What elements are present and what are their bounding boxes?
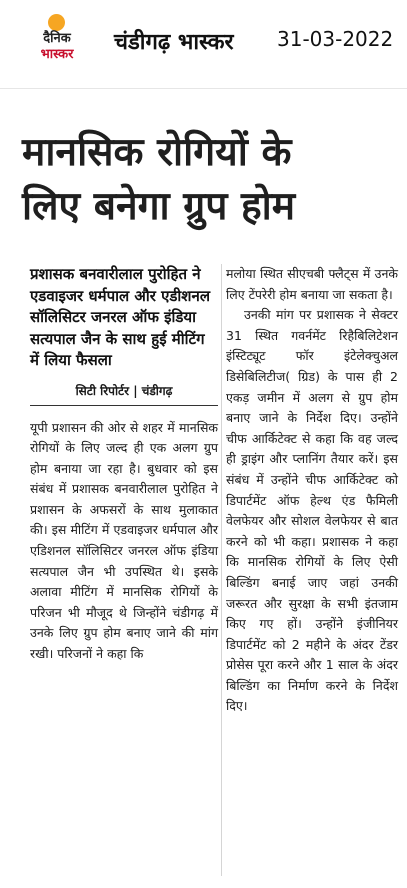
sun-icon	[48, 14, 65, 31]
publication-date: 31-03-2022	[277, 27, 394, 51]
article-headline	[22, 126, 392, 234]
left-column	[30, 264, 218, 665]
logo-text-bottom: भास्कर	[40, 47, 74, 62]
body-paragraph-right-2: उनकी मांग पर प्रशासक ने सेक्टर 31 स्थित गवर्नमेंट रिहैबिलिटेशन इंस्टिट्यूट फॉर इंटेलेक्चुअल डिसेबिलिटीज( ग्रिड) के पास ही 2 एकड़ जमीन में अलग से ग्रुप होम बनाए जाने के निर्देश दिए। उन्होंने चीफ आर्किटेक्ट से कहा कि वह जल्द ही ड्राइंग और प्लानिंग तैयार करें। इस संबंध में उन्होंने चीफ आर्किटेक्ट को डिपार्टमेंट ऑफ हेल्थ एंड फैमिली वेलफेयर और सोशल वेलफेयर से बात करने को भी कहा। प्रशासक ने कहा कि मानसिक रोगियों के लिए ऐसी बिल्डिंग बनाई जाए जहां उनकी जरूरत और सुरक्षा के सभी इंतजाम किए गए हों। उन्होंने इंजीनियर डिपार्टमेंट को 2 महीने के अंदर टेंडर प्रोसेस पूरा करने और 1 साल के अंदर बिल्डिंग का निर्माण करने के निर्देश दिए।	[226, 307, 398, 714]
logo-text-top: दैनिक	[43, 31, 71, 46]
headline-line-2: लिए बनेगा ग्रुप होम	[22, 184, 296, 229]
dainik-bhaskar-logo	[26, 14, 88, 72]
headline-line-1: मानसिक रोगियों के	[22, 130, 292, 175]
body-paragraph-right-1: मलोया स्थित सीएचबी फ्लैट्स में उनके लिए टेंपरेरी होम बनाया जा सकता है।	[226, 266, 398, 302]
body-paragraph-left: यूपी प्रशासन की ओर से शहर में मानसिक रोगियों के लिए जल्द ही एक अलग ग्रुप होम बनाया जा रहा है। बुधवार को इस संबंध में प्रशासक बनवारीलाल पुरोहित ने प्रशासन के अफसरों के साथ मुलाकात की। इस मीटिंग में एडवाइजर धर्मपाल और एडिशनल सॉलिसिटर जनरल ऑफ इंडिया सत्यपाल जैन भी उपस्थित थे। इसके अलावा मीटिंग में मानसिक रोगियों के परिजन भी मौजूद थे जिन्होंने चंडीगढ़ में उनके लिए ग्रुप होम बनाए जाने की मांग रखी। परिजनों ने कहा कि	[30, 419, 218, 662]
edition-name: चंडीगढ़ भास्कर	[114, 30, 234, 55]
masthead	[0, 0, 407, 89]
article-summary: प्रशासक बनवारीलाल पुरोहित ने एडवाइजर धर्मपाल और एडीशनल सॉलिसिटर जनरल ऑफ इंडिया सत्यपाल जैन के साथ हुई मीटिंग में लिया फैसला	[30, 265, 210, 369]
byline: सिटी रिपोर्टर | चंडीगढ़	[30, 382, 218, 406]
right-column	[226, 264, 398, 717]
column-divider	[221, 264, 222, 876]
